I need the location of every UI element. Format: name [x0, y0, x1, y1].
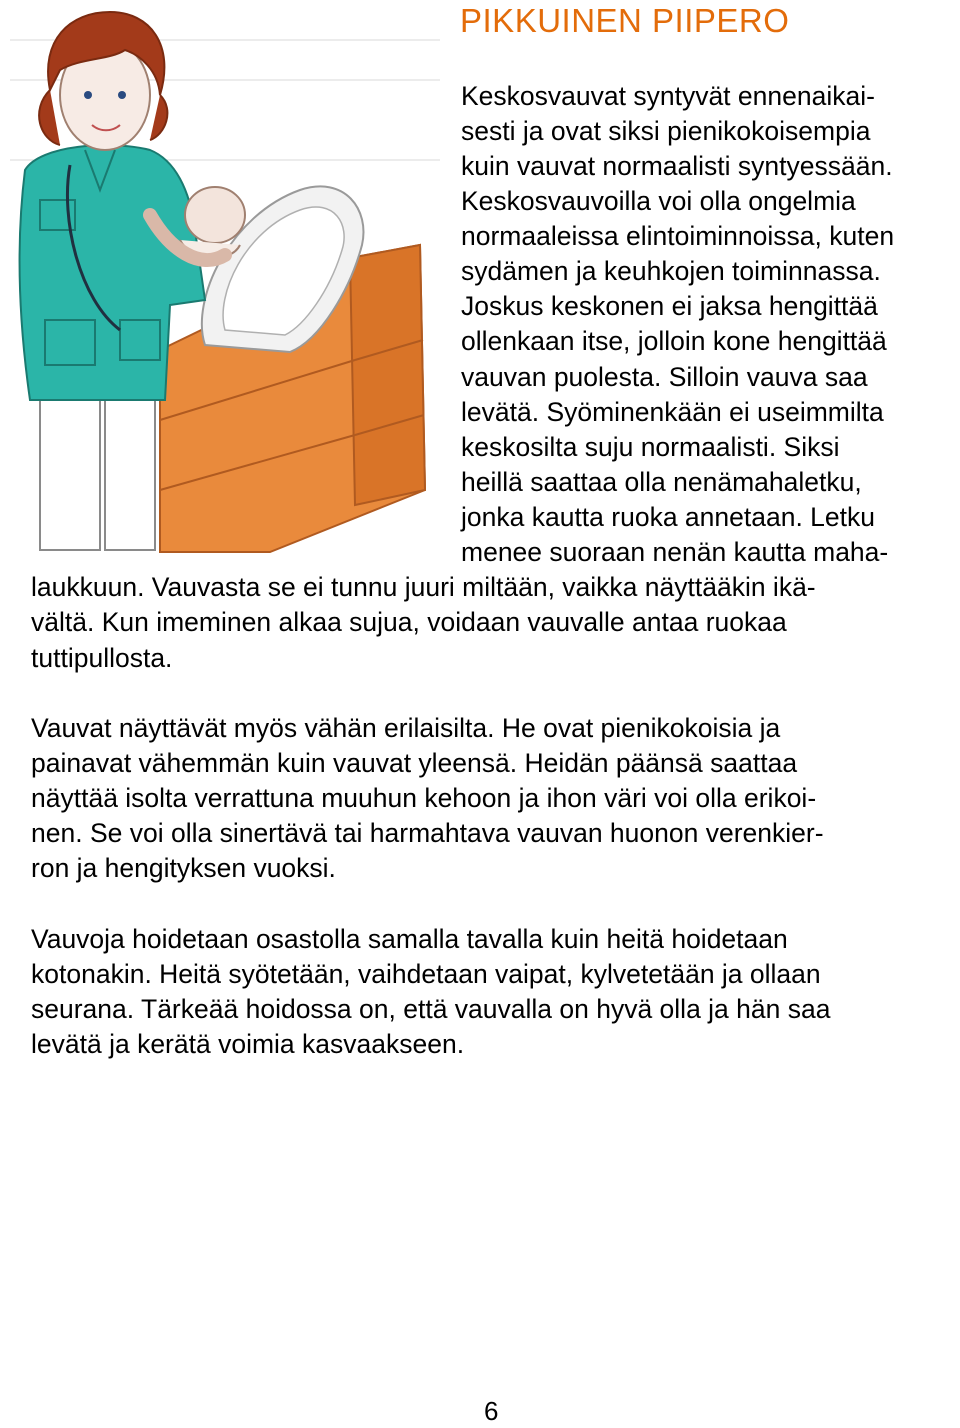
- paragraph-1-line: sesti ja ovat siksi pienikokoisempia: [461, 116, 871, 146]
- paragraph-1-line: keskosilta suju normaalisti. Siksi: [461, 432, 840, 462]
- nurse-head: [39, 12, 167, 150]
- page-title: PIKKUINEN PIIPERO: [460, 2, 790, 39]
- paragraph-1-line: kuin vauvat normaalisti syntyessään.: [461, 151, 893, 181]
- page-number: 6: [484, 1396, 499, 1426]
- paragraph-2-line: nen. Se voi olla sinertävä tai harmahtava vauvan huonon verenkier-: [31, 818, 824, 848]
- paragraph-2-line: Vauvat näyttävät myös vähän erilaisilta. He ovat pienikokoisia ja: [31, 713, 781, 743]
- baby: [180, 187, 245, 258]
- paragraph-3-line: levätä ja kerätä voimia kasvaakseen.: [31, 1029, 465, 1059]
- paragraph-1-line: laukkuun. Vauvasta se ei tunnu juuri miltään, vaikka näyttääkin ikä-: [31, 572, 816, 602]
- paragraph-1-line: heillä saattaa olla nenämahaletku,: [461, 467, 862, 497]
- paragraph-3-line: seurana. Tärkeää hoidossa on, että vauvalla on hyvä olla ja hän saa: [31, 994, 831, 1024]
- paragraph-1-line: Joskus keskonen ei jaksa hengittää: [461, 291, 878, 321]
- paragraph-1-line: vältä. Kun imeminen alkaa sujua, voidaan vauvalle antaa ruokaa: [31, 607, 787, 637]
- paragraph-3-line: kotonakin. Heitä syötetään, vaihdetaan vaipat, kylvetetään ja ollaan: [31, 959, 821, 989]
- paragraph-1-line: jonka kautta ruoka annetaan. Letku: [461, 502, 875, 532]
- paragraph-2-line: painavat vähemmän kuin vauvat yleensä. Heidän päänsä saattaa: [31, 748, 798, 778]
- paragraph-1-line: tuttipullosta.: [31, 643, 173, 673]
- paragraph-2-line: näyttää isolta verrattuna muuhun kehoon ja ihon väri voi olla erikoi-: [31, 783, 817, 813]
- paragraph-1-line: ollenkaan itse, jolloin kone hengittää: [461, 326, 887, 356]
- paragraph-1-line: Keskosvauvoilla voi olla ongelmia: [461, 186, 856, 216]
- paragraph-1-line: normaaleissa elintoiminnoissa, kuten: [461, 221, 895, 251]
- paragraph-1-line: vauvan puolesta. Silloin vauva saa: [461, 362, 868, 392]
- nurse-legs: [40, 380, 155, 550]
- paragraph-1-line: levätä. Syöminenkään ei useimmilta: [461, 397, 884, 427]
- paragraph-1-line: sydämen ja keuhkojen toiminnassa.: [461, 256, 881, 286]
- paragraph-3-line: Vauvoja hoidetaan osastolla samalla tavalla kuin heitä hoidetaan: [31, 924, 788, 954]
- paragraph-1-line: menee suoraan nenän kautta maha-: [461, 537, 889, 567]
- paragraph-1-line: Keskosvauvat syntyvät ennenaikai-: [461, 81, 875, 111]
- paragraph-2-line: ron ja hengityksen vuoksi.: [31, 853, 336, 883]
- nurse-with-baby-drawing-icon: [0, 0, 445, 555]
